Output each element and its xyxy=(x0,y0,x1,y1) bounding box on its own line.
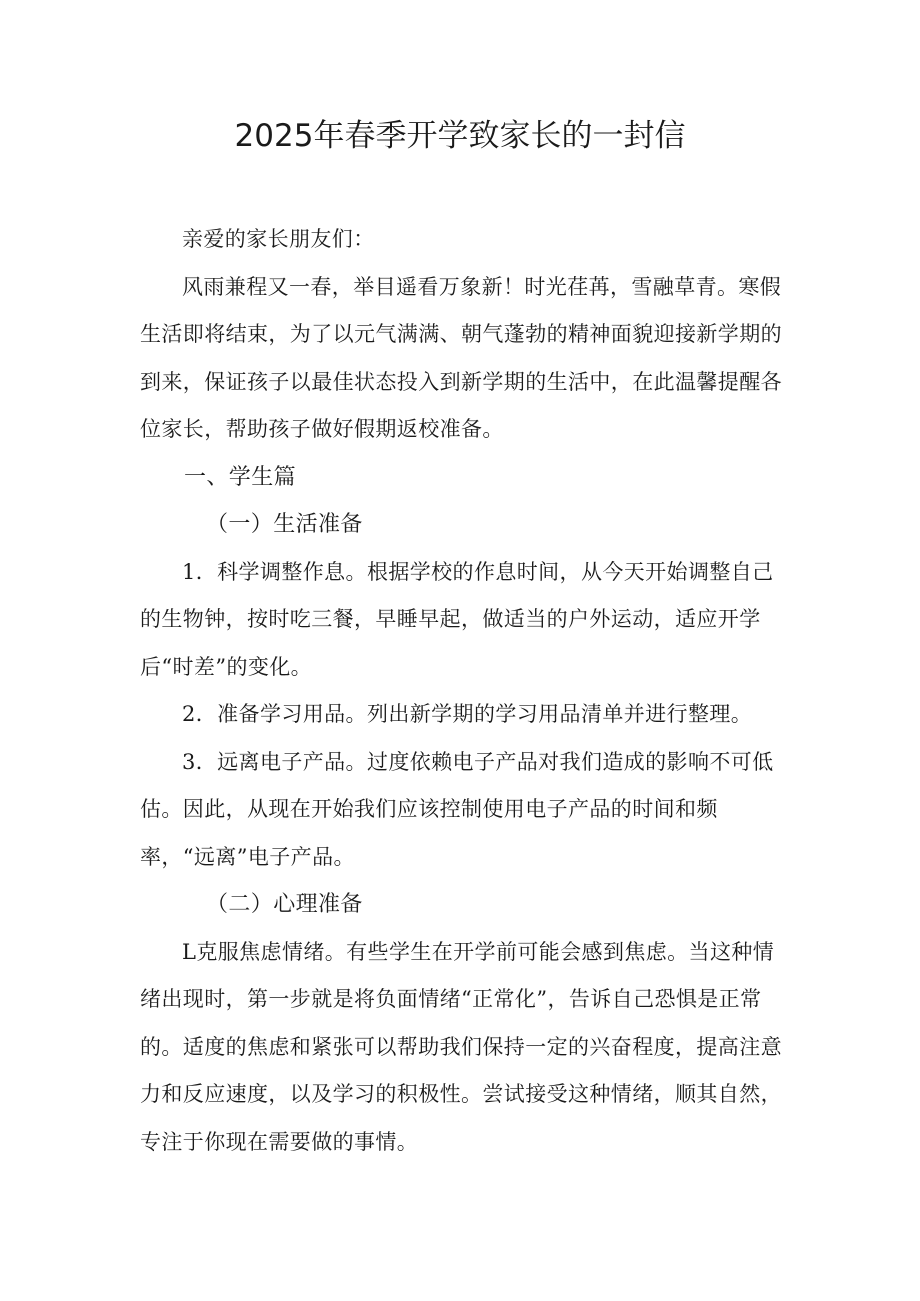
list-item: L克服焦虑情绪。有些学生在开学前可能会感到焦虑。当这种情绪出现时，第一步就是将负面情绪“正常化”，告诉自己恐惧是正常的。适度的焦虑和紧张可以帮助我们保持一定的兴奋程度，提高注意力和反应速度，以及学习的积极性。尝试接受这种情绪，顺其自然，专注于你现在需要做的事情。 xyxy=(140,939,782,1154)
section-heading-students: 一、学生篇 xyxy=(184,464,297,490)
document-title: 2025年春季开学致家长的一封信 xyxy=(234,118,686,154)
subsection-heading-life: （一）生活准备 xyxy=(206,512,363,537)
intro-paragraph: 风雨兼程又一春，举目遥看万象新！时光荏苒，雪融草青。寒假生活即将结束，为了以元气满满、朝气蓬勃的精神面貌迎接新学期的到来，保证孩子以最佳状态投入到新学期的生活中，在此温馨提醒各位家长，帮助孩子做好假期返校准备。 xyxy=(140,274,782,441)
document-body xyxy=(140,216,790,1166)
list-item: 2．准备学习用品。列出新学期的学习用品清单并进行整理。 xyxy=(182,702,753,726)
greeting: 亲爱的家长朋友们： xyxy=(182,227,375,251)
list-item: 1．科学调整作息。根据学校的作息时间，从今天开始调整自己的生物钟，按时吃三餐，早睡早起，做适当的户外运动，适应开学后“时差”的变化。 xyxy=(140,559,774,679)
list-item: 3．远离电子产品。过度依赖电子产品对我们造成的影响不可低估。因此，从现在开始我们应该控制使用电子产品的时间和频率，“远离”电子产品。 xyxy=(140,749,774,869)
subsection-heading-mental: （二）心理准备 xyxy=(206,892,363,917)
